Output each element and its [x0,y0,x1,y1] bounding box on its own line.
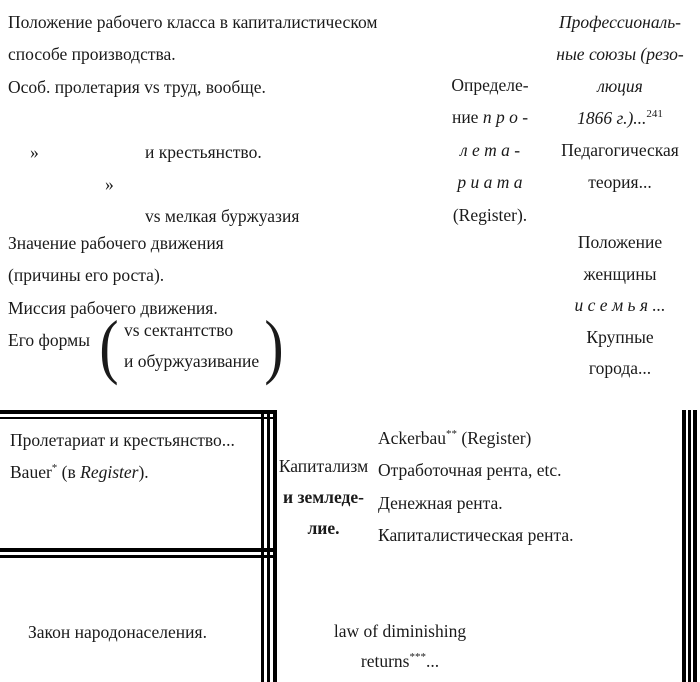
section-working-class-position [8,6,378,227]
text-line: и крестьянство. [145,141,262,162]
text-line-bold: лие. [307,518,340,538]
text-line-with-note [378,422,573,454]
cell-rent-forms [378,422,573,552]
text-line [438,101,542,133]
text-line: Положение [577,232,663,252]
footnote-reference: 241 [646,108,663,121]
text-plain: ... [425,651,440,671]
text-line: и обуржуазивание [123,351,260,371]
text-line: теория... [588,172,652,192]
ditto-mark: » [105,173,114,194]
text-spaced-italic: п р о - [482,107,529,128]
text-plain: (в [57,462,81,482]
text-plain: (Register) [457,428,532,448]
text-line-bold: и земледе- [283,487,364,507]
footnote-reference: ** [446,428,458,441]
text-line: Профессиональ- [559,12,681,32]
divider-middle-line2 [267,410,270,682]
text-line: Педагогическая [561,140,679,160]
text-line: (причины его роста). [8,265,165,286]
bracket-group-movement-forms [97,306,286,386]
text-line: law of diminishing [333,621,467,641]
text-line: города... [588,358,652,379]
section-trade-unions [543,6,697,198]
text-spaced-italic: и с е м ь я ... [574,295,666,316]
text-italic: Register [80,462,139,482]
text-spaced-italic: р и а т а [457,172,523,193]
open-parenthesis: ( [99,306,119,386]
ditto-mark: » [30,141,39,162]
text-line: Крупные [586,326,654,347]
text-line: способе производства. [8,44,176,65]
close-parenthesis: ) [264,306,284,386]
text-italic: 1866 г.)... [577,108,647,128]
footnote-reference: * [51,462,58,475]
text-spaced-italic: л е т а - [459,139,521,160]
text-line: vs мелкая буржуазия [145,206,300,227]
text-line-with-note [300,646,500,676]
text-line: Значение рабочего движения [8,233,224,253]
text-plain: ние [451,107,483,128]
text-line: vs сектантство [123,320,234,340]
text-plain: Bauer [10,462,52,482]
section-proletariat-definition [438,69,542,231]
text-line: ные союзы (резо- [556,44,684,64]
text-line: Закон народонаселения. [28,622,207,642]
text-line: люция [597,76,643,96]
rule-top-thick [0,410,277,414]
text-plain: Ackerbau [378,428,447,448]
text-line: Отработочная рента, etc. [378,460,562,481]
text-line: Положение рабочего класса в капиталистическом [8,12,378,32]
section-diminishing-returns [300,616,500,676]
section-population-law [28,616,207,648]
text-line-with-note [10,456,235,488]
rule-leftcell-bottom-thin [0,555,273,558]
divider-right-line3 [693,410,697,682]
divider-middle-line1 [261,410,264,682]
divider-right-line1 [682,410,686,682]
rule-leftcell-bottom-thick [0,548,273,552]
section-women-family [543,227,697,385]
text-line: Миссия рабочего движения. [8,297,218,318]
text-line: женщины [583,263,657,284]
text-line-with-note [543,102,697,134]
divider-right-line2 [688,410,691,682]
text-line: Денежная рента. [378,492,503,513]
text-line: Его формы [8,330,90,351]
text-line: Пролетариат и крестьянство... [10,430,235,450]
rule-top-thin [0,417,277,419]
text-plain: ). [138,462,149,482]
text-line: (Register). [452,204,528,225]
bracket-content [121,315,262,377]
text-line: Капитализм [278,456,369,476]
text-line: Особ. пролетария vs труд, вообще. [8,76,266,97]
cell-proletariat-peasantry [10,424,235,488]
text-line: Капиталистическая рента. [378,525,574,546]
text-line: Определе- [451,75,529,95]
cell-capitalism-agriculture [272,451,375,544]
footnote-reference: *** [409,651,426,664]
text-plain: returns [360,651,410,671]
